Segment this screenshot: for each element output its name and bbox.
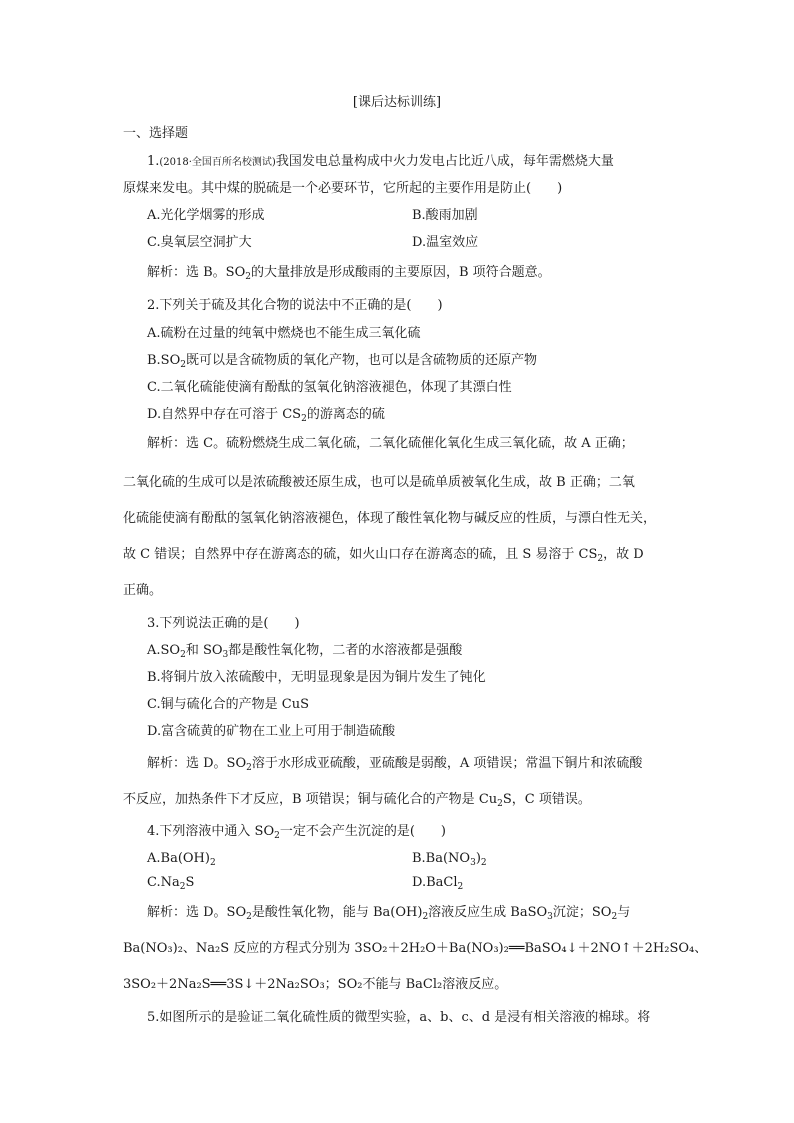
q3-answer-line2: 不反应，加热条件下才反应，B 项错误；铜与硫化合的产物是 $Cu_2S$，C 项错误。 — [123, 792, 591, 809]
q3-option-a: $A.SO_2$和 $SO_3$都是酸性氧化物，二者的水溶液都是强酸 — [147, 643, 463, 660]
q1-option-d: D.温室效应 — [412, 235, 479, 250]
q3-option-d: D.富含硫黄的矿物在工业上可用于制造硫酸 — [147, 724, 396, 739]
subscript: 2 — [301, 414, 307, 424]
q4-answer-line1: 解析：选 D。$SO_2$是酸性氧化物，能与 $Ba(OH)_2$溶液反应生成 BaSO$_3$沉淀；$SO_2$与 — [147, 905, 631, 922]
subscript: 2 — [611, 912, 618, 922]
q1-stem-line1: 1.(2018·全国百所名校测试)我国发电总量构成中火力发电占比近八成，每年需燃烧大量 — [147, 154, 614, 169]
subscript: 2 — [246, 763, 252, 773]
q2-option-d: D.自然界中存在可溶于 $CS_2$的游离态的硫 — [147, 407, 385, 424]
q3-answer-line1: 解析：选 D。$SO_2$溶于水形成亚硫酸，亚硫酸是弱酸，A 项错误；常温下铜片和浓硫酸 — [147, 756, 643, 773]
q3-stem: 3.下列说法正确的是( ) — [147, 616, 300, 631]
subscript: 2 — [245, 272, 251, 282]
q1-source-tag: (2018·全国百所名校测试) — [159, 157, 276, 168]
q1-answer: 解析：选 B。$SO_2$的大量排放是形成酸雨的主要原因，B 项符合题意。 — [147, 265, 551, 282]
subscript: 2 — [180, 360, 186, 370]
subscript: 3 — [547, 912, 553, 922]
q2-answer-line4: 故 C 错误；自然界中存在游离态的硫，如火山口存在游离态的硫，且 S 易溶于 $CS_2$，故 D — [123, 547, 644, 564]
q3-option-c: C.铜与硫化合的产物是 CuS — [147, 697, 309, 712]
subscript: 3 — [222, 650, 229, 660]
q5-stem-line1: 5.如图所示的是验证二氧化硫性质的微型实验，a、b、c、d 是浸有相关溶液的棉球。将 — [147, 1010, 651, 1025]
subscript: 2 — [209, 858, 216, 868]
q4-stem: 4.下列溶液中通入 $SO_2$一定不会产生沉淀的是( ) — [147, 824, 446, 841]
q2-answer-line3: 化硫能使滴有酚酞的氢氧化钠溶液褪色，体现了酸性氧化物与碱反应的性质，与漂白性无关， — [123, 511, 657, 526]
subscript: 2 — [597, 554, 604, 564]
subscript: 2 — [274, 831, 280, 841]
q1-option-b: B.酸雨加剧 — [412, 208, 478, 223]
q2-option-b: $B.SO_2$既可以是含硫物质的氧化产物，也可以是含硫物质的还原产物 — [147, 353, 537, 370]
q4-option-b: $B.Ba(NO_3)_2$ — [412, 851, 487, 868]
q4-answer-line2: Ba(NO₃)₂、Na₂S 反应的方程式分别为 3SO₂＋2H₂O＋Ba(NO₃)₂══BaSO₄↓＋2NO↑＋2H₂SO₄、 — [123, 941, 708, 956]
subscript: 2 — [422, 912, 429, 922]
subscript: 2 — [497, 799, 503, 809]
subscript: 2 — [457, 882, 464, 892]
subscript: 2 — [180, 650, 186, 660]
q2-answer-line5: 正确。 — [123, 583, 163, 598]
q2-answer-line2: 二氧化硫的生成可以是浓硫酸被还原生成，也可以是硫单质被氧化生成，故 B 正确；二氧 — [123, 475, 635, 490]
q4-answer-line3: 3SO₂＋2Na₂S══3S↓＋2Na₂SO₃；SO₂不能与 BaCl₂溶液反应。 — [123, 977, 508, 992]
q3-option-b: B.将铜片放入浓硫酸中，无明显现象是因为铜片发生了钝化 — [147, 670, 486, 685]
subscript: 2 — [179, 882, 186, 892]
section-heading: 一、选择题 — [123, 126, 189, 141]
q1-stem-line2: 原煤来发电。其中煤的脱硫是一个必要环节，它所起的主要作用是防止( ) — [123, 181, 563, 196]
q4-option-c: $C.Na_2S$ — [147, 875, 195, 892]
subscript: 2 — [246, 912, 252, 922]
q2-option-a: A.硫粉在过量的纯氧中燃烧也不能生成三氧化硫 — [147, 326, 421, 341]
subscript: 3 — [470, 858, 476, 868]
page-title: [课后达标训练] — [352, 95, 442, 110]
subscript: 2 — [480, 858, 487, 868]
q1-option-a: A.光化学烟雾的形成 — [147, 208, 265, 223]
q2-answer-line1: 解析：选 C。硫粉燃烧生成二氧化硫，二氧化硫催化氧化生成三氧化硫，故 A 正确； — [147, 436, 634, 451]
q4-option-d: D.BaCl$_2$ — [412, 875, 464, 892]
q1-option-c: C.臭氧层空洞扩大 — [147, 235, 252, 250]
q4-option-a: $A.Ba(OH)_2$ — [147, 851, 216, 868]
q2-stem: 2.下列关于硫及其化合物的说法中不正确的是( ) — [147, 298, 443, 313]
q2-option-c: C.二氧化硫能使滴有酚酞的氢氧化钠溶液褪色，体现了其漂白性 — [147, 380, 512, 395]
